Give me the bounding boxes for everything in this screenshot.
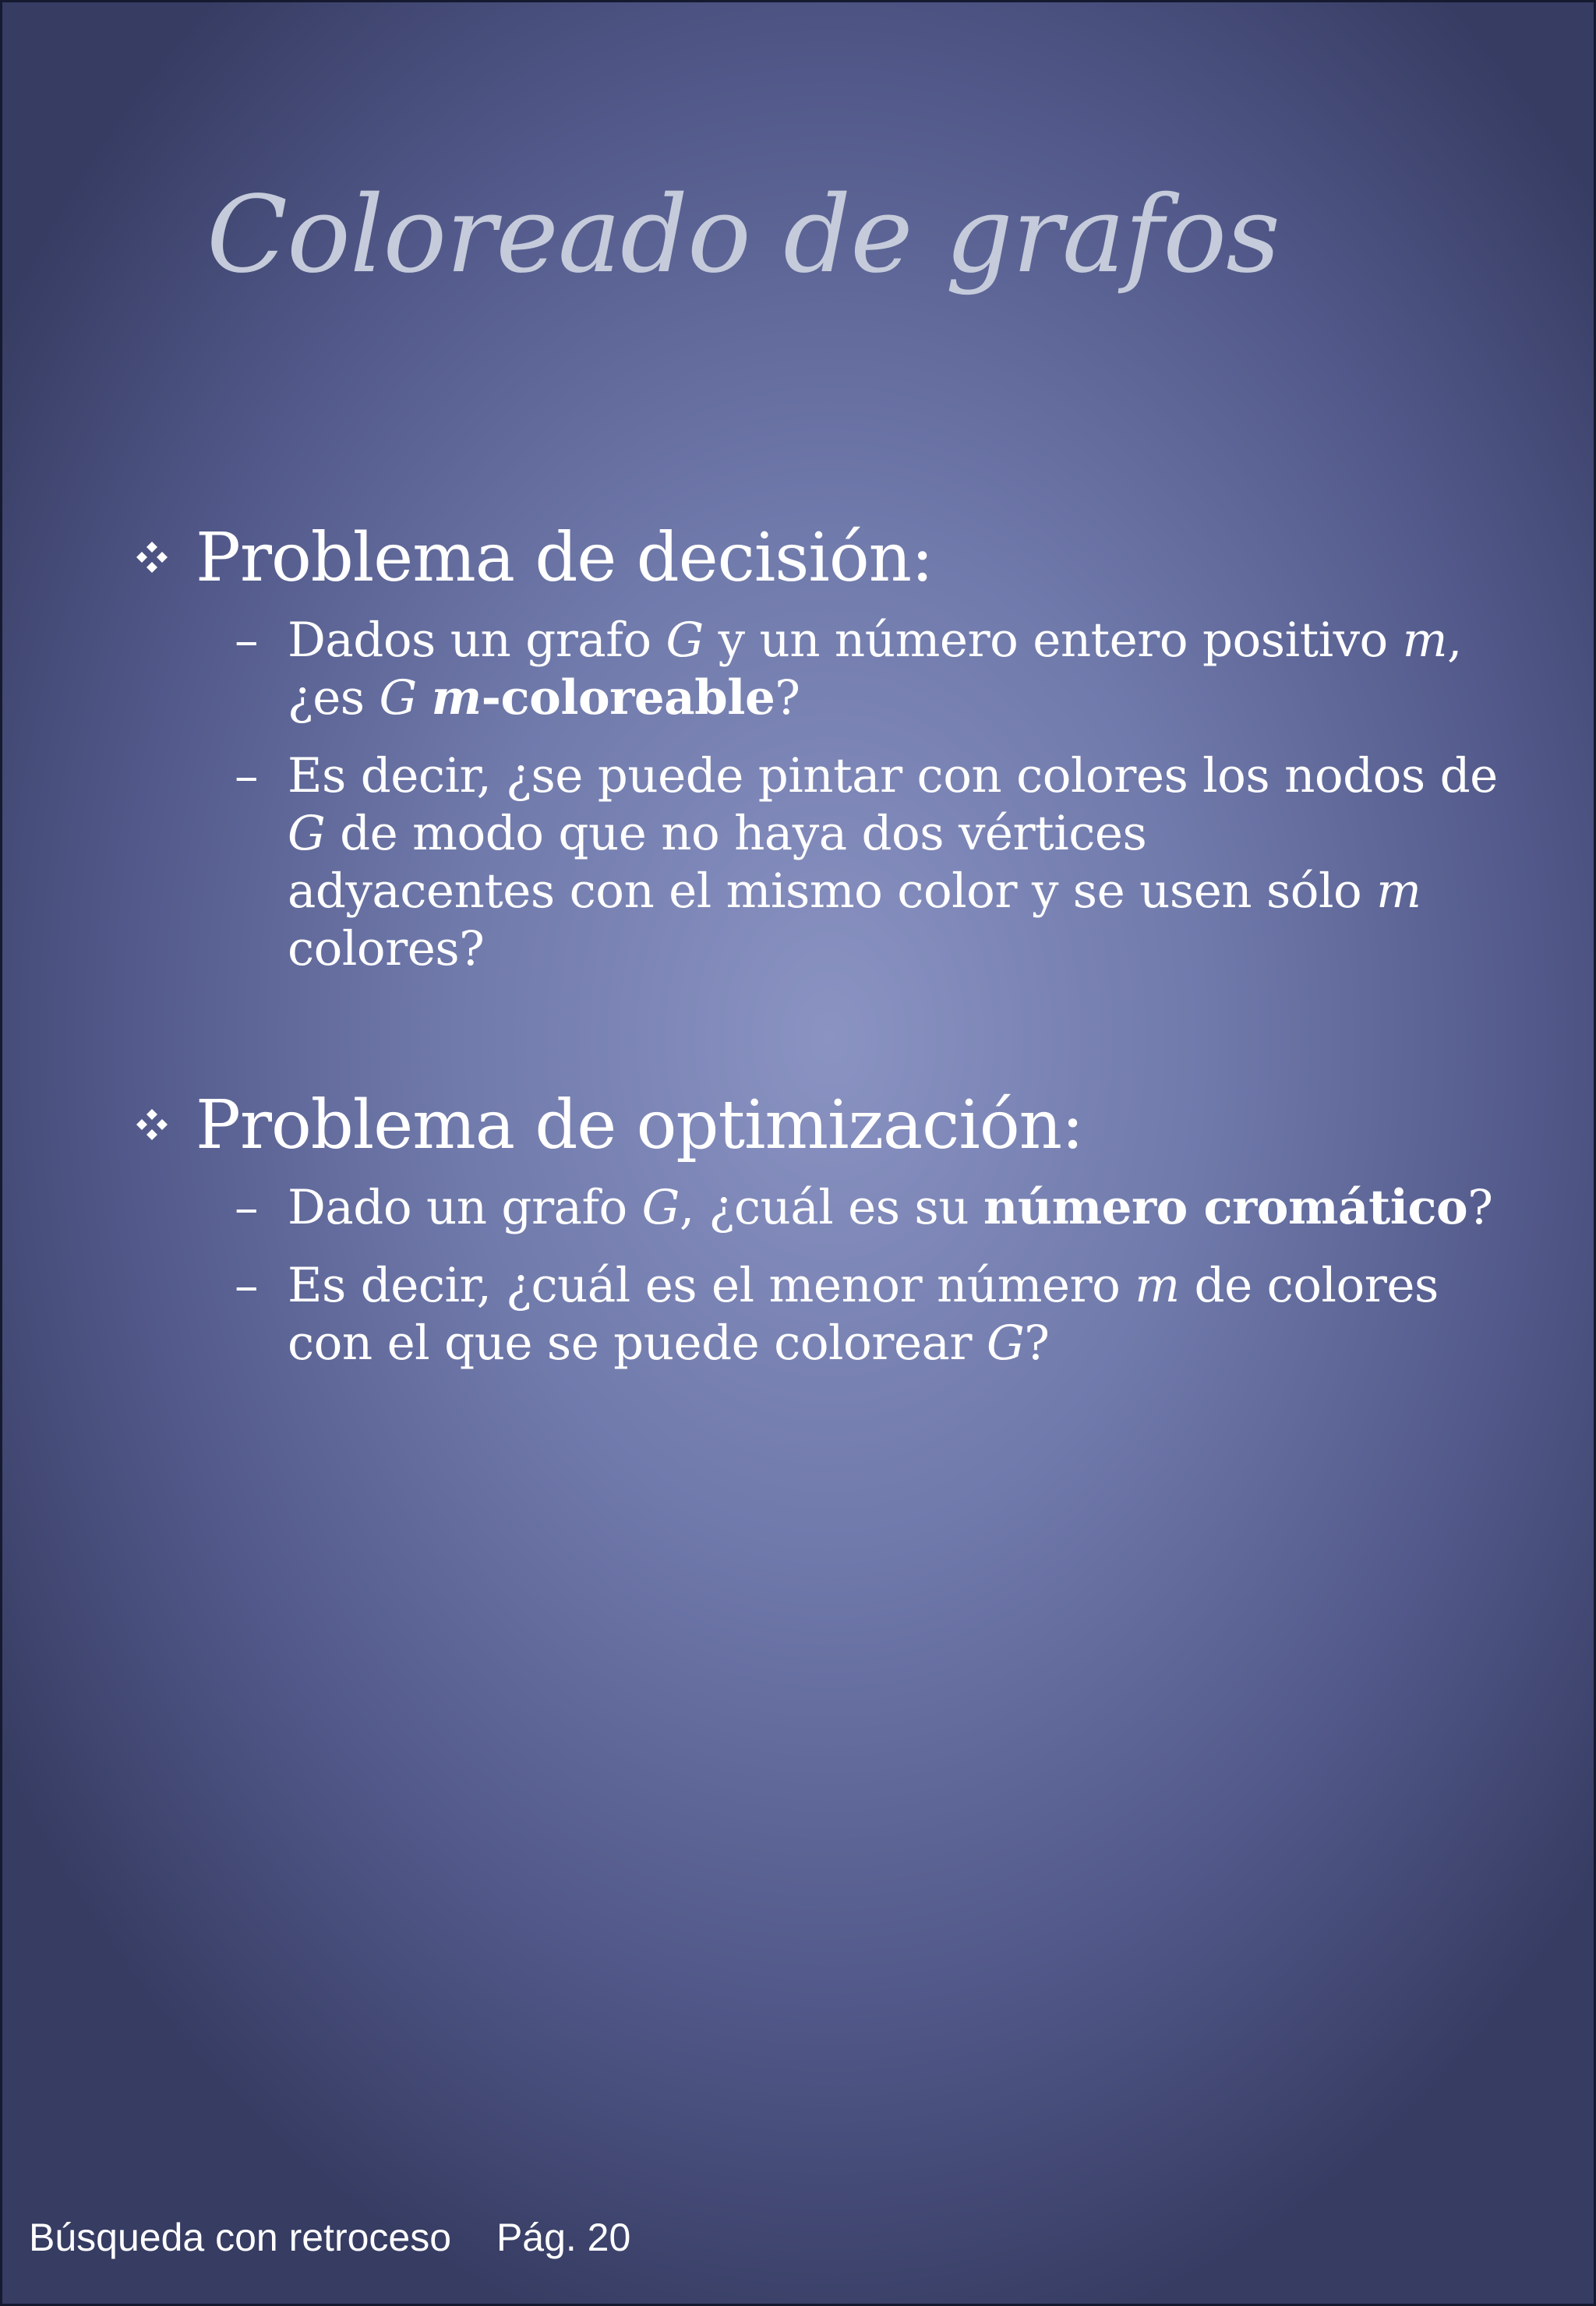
text-line: Dados un grafo G y un número entero positivo m,	[288, 613, 1462, 668]
text-line: colores?	[288, 921, 485, 976]
sub-item	[235, 1179, 1558, 1237]
section-decision	[2, 518, 1596, 978]
dash-marker: –	[235, 748, 258, 803]
italic-text: m	[1135, 1258, 1180, 1313]
italic-text: G	[288, 806, 326, 861]
sub-item-text	[288, 747, 1558, 978]
sub-item	[235, 612, 1558, 727]
diamond-bullet-icon	[133, 539, 171, 576]
text-line: con el que se puede colorear G?	[288, 1315, 1050, 1371]
italic-text: G	[986, 1315, 1025, 1371]
text-line: Es decir, ¿se puede pintar con colores los nodos de	[288, 748, 1498, 803]
italic-text: G	[666, 613, 704, 668]
bold-italic-text: m	[431, 670, 482, 726]
sub-item-text	[288, 1179, 1558, 1237]
section-optimization	[2, 1086, 1596, 1372]
section-heading	[2, 1086, 1596, 1179]
sub-item-text	[288, 612, 1558, 727]
text-line: Es decir, ¿cuál es el menor número m de colores	[288, 1258, 1439, 1313]
bold-text: -coloreable	[481, 670, 775, 726]
footer-title: Búsqueda con retroceso	[29, 2216, 452, 2259]
text-line: ¿es G m-coloreable?	[288, 670, 800, 726]
section-heading	[2, 518, 1596, 612]
slide-title: Coloreado de grafos	[207, 174, 1280, 297]
dash-marker: –	[235, 1180, 258, 1235]
text-line: Dado un grafo G, ¿cuál es su número cromático?	[288, 1180, 1493, 1235]
page-number: Pág. 20	[496, 2216, 631, 2259]
bold-text: número cromático	[983, 1180, 1468, 1235]
footer	[29, 2214, 630, 2261]
diamond-bullet-icon	[133, 1106, 171, 1143]
sub-item	[235, 1257, 1558, 1372]
dash-marker: –	[235, 1258, 258, 1313]
text-line: G de modo que no haya dos vértices	[288, 806, 1147, 861]
italic-text: m	[1402, 613, 1448, 668]
section-label: Problema de decisión:	[196, 519, 934, 597]
italic-text: G	[379, 670, 417, 726]
italic-text: G	[641, 1180, 680, 1235]
dash-marker: –	[235, 613, 258, 668]
section-label: Problema de optimización:	[196, 1086, 1083, 1164]
text-line: adyacentes con el mismo color y se usen sólo m	[288, 863, 1421, 919]
sub-item	[235, 747, 1558, 978]
italic-text: m	[1376, 863, 1421, 919]
sub-item-text	[288, 1257, 1558, 1372]
